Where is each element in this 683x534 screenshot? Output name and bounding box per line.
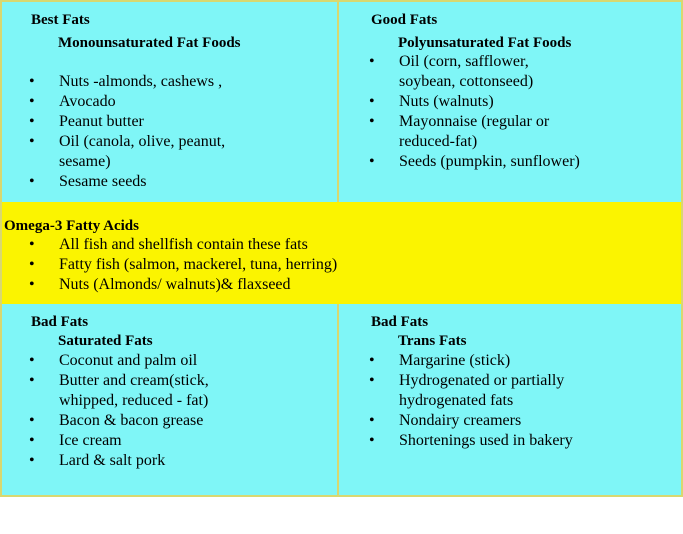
good-fats-heading: Good Fats <box>371 12 438 28</box>
list-item: • Nondairy creamers <box>369 411 669 431</box>
saturated-fats-subheading: Saturated Fats <box>58 333 153 349</box>
list-item: • Seeds (pumpkin, sunflower) <box>369 152 679 172</box>
list-item: • Nuts (Almonds/ walnuts)& flaxseed <box>29 275 669 295</box>
trans-bad-fats-heading: Bad Fats <box>371 314 429 330</box>
best-fats-subheading: Monounsaturated Fat Foods <box>58 35 241 51</box>
saturated-fats-list <box>29 351 319 471</box>
best-fats-list <box>29 72 309 192</box>
trans-fats-subheading: Trans Fats <box>398 333 467 349</box>
list-item: • Shortenings used in bakery <box>369 431 669 451</box>
good-fats-list <box>369 52 679 172</box>
list-item: • Mayonnaise (regular or reduced-fat) <box>369 112 579 152</box>
list-item: • Lard & salt pork <box>29 451 319 471</box>
list-item: • Bacon & bacon grease <box>29 411 319 431</box>
upper-column-divider <box>337 0 339 202</box>
trans-fats-list <box>369 351 669 451</box>
good-fats-subheading: Polyunsaturated Fat Foods <box>398 35 572 51</box>
list-item: • Sesame seeds <box>29 172 309 192</box>
list-item: • Margarine (stick) <box>369 351 669 371</box>
omega3-heading: Omega-3 Fatty Acids <box>4 218 139 234</box>
saturated-bad-fats-heading: Bad Fats <box>31 314 89 330</box>
list-item: • Nuts (walnuts) <box>369 92 679 112</box>
list-item: • Hydrogenated or partially hydrogenated fats <box>369 371 619 411</box>
list-item: • Peanut butter <box>29 112 309 132</box>
list-item: • Ice cream <box>29 431 319 451</box>
list-item: • Butter and cream(stick, whipped, reduced - fat) <box>29 371 269 411</box>
list-item: • All fish and shellfish contain these fats <box>29 235 669 255</box>
list-item: • Oil (canola, olive, peanut, sesame) <box>29 132 259 172</box>
best-fats-heading: Best Fats <box>31 12 90 28</box>
omega3-list <box>29 235 669 295</box>
list-item: • Fatty fish (salmon, mackerel, tuna, herring) <box>29 255 669 275</box>
list-item: • Coconut and palm oil <box>29 351 319 371</box>
list-item: • Nuts -almonds, cashews , <box>29 72 309 92</box>
list-item: • Avocado <box>29 92 309 112</box>
list-item: • Oil (corn, safflower, soybean, cottonseed) <box>369 52 549 92</box>
lower-column-divider <box>337 304 339 497</box>
